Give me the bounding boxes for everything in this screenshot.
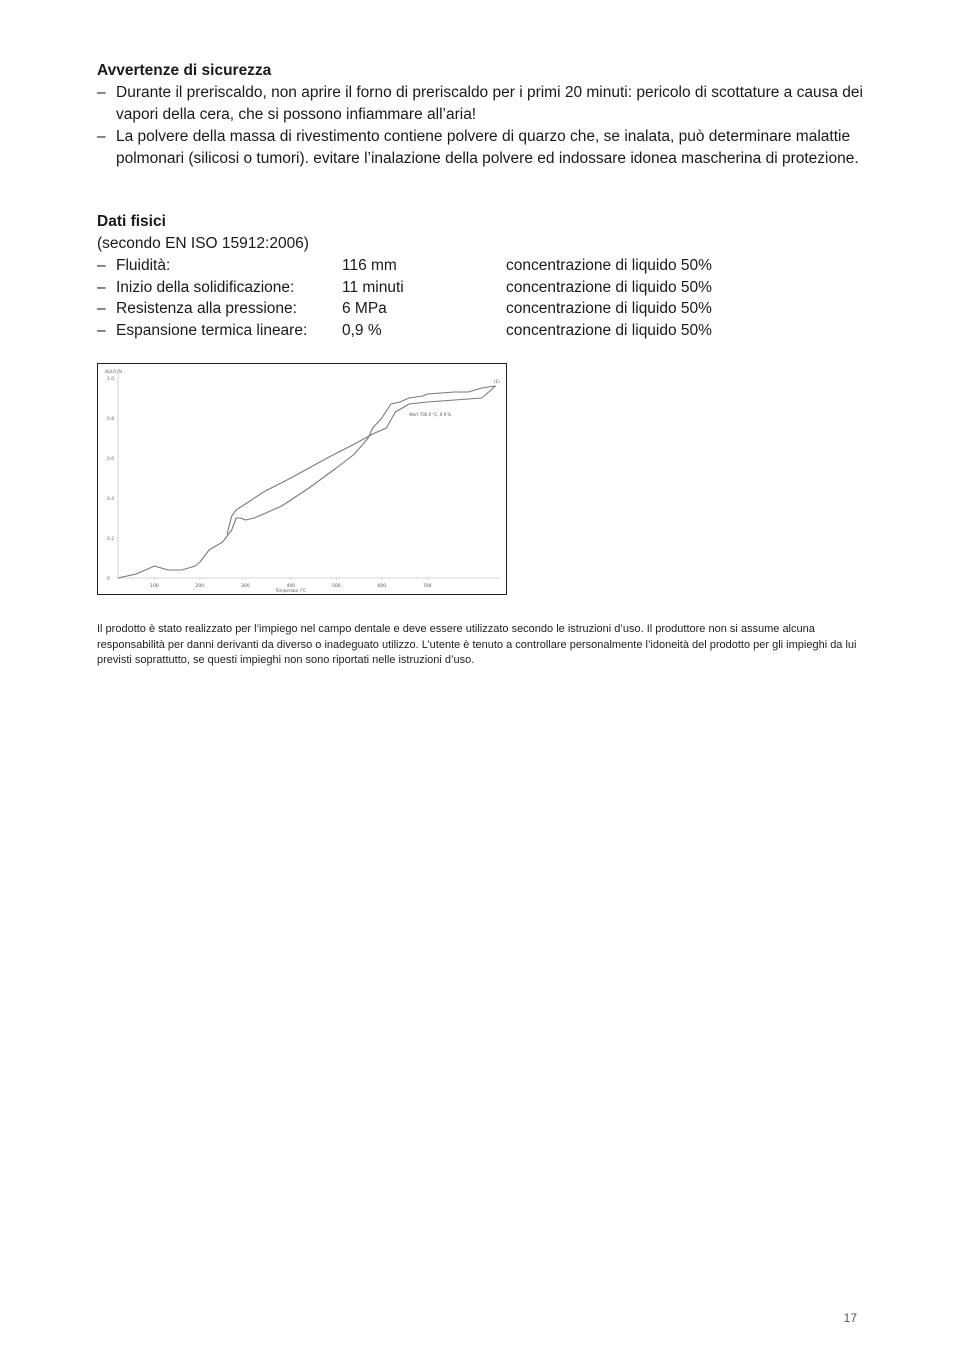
physical-data-standard: (secondo EN ISO 15912:2006)	[97, 235, 309, 252]
property-condition: concentrazione di liquido 50%	[506, 257, 712, 274]
safety-item-text: Durante il preriscaldo, non aprire il forno di preriscaldo per i primi 20 minuti: pericolo di scottature a causa dei vapori della cera, che si possono infiammare all’aria!	[116, 84, 863, 123]
x-axis-label: Temperatur /°C	[275, 588, 307, 593]
x-tick-label: 600	[377, 584, 387, 589]
chart-canvas	[98, 364, 506, 594]
y-tick-label: 0.8	[107, 417, 115, 422]
x-tick-label: 100	[150, 584, 159, 589]
bullet-dash: –	[97, 257, 106, 274]
x-tick-label: 700	[422, 584, 432, 589]
y-axis-label: dL/L0 /%	[105, 369, 123, 374]
property-row-fluidity	[97, 255, 797, 277]
y-tick-label: 0.6	[107, 457, 115, 462]
safety-item-2	[97, 126, 867, 170]
x-tick-label: 200	[195, 584, 205, 589]
page-number: 17	[843, 1311, 857, 1325]
y-tick-label: 0.4	[107, 497, 115, 502]
property-label: Espansione termica lineare:	[116, 322, 308, 339]
property-condition: concentrazione di liquido 50%	[506, 300, 712, 317]
property-value: 6 MPa	[342, 300, 387, 317]
bullet-dash: –	[97, 84, 106, 101]
property-row-compressive-strength	[97, 298, 797, 320]
property-condition: concentrazione di liquido 50%	[506, 322, 712, 339]
physical-data-title: Dati fisici	[97, 213, 166, 230]
bullet-dash: –	[97, 128, 106, 145]
disclaimer-text: Il prodotto è stato realizzato per l’impiego nel campo dentale e deve essere utilizzato secondo le istruzioni d’uso. Il produttore non si assume alcuna responsabilità per danni derivanti da diverso o inadeguato utilizzo. L’utente è tenuto a controllare personalmente l’idoneità del prodotto per gli impieghi da lui previsti soprattutto, se questi impieghi non sono riportati nelle istruzioni d’uso.	[97, 623, 857, 666]
property-value: 11 minuti	[342, 279, 404, 296]
y-tick-label: 1.0	[107, 377, 115, 382]
x-tick-label: 500	[331, 584, 341, 589]
safety-item-1	[97, 82, 867, 126]
bullet-dash: –	[97, 300, 106, 317]
property-condition: concentrazione di liquido 50%	[506, 279, 712, 296]
property-value: 116 mm	[342, 257, 397, 274]
property-label: Inizio della solidificazione:	[116, 279, 295, 296]
bullet-dash: –	[97, 322, 106, 339]
safety-title: Avvertenze di sicurezza	[97, 62, 272, 79]
y-tick-label: 0.2	[107, 537, 115, 542]
x-tick-label: 300	[241, 584, 250, 589]
property-value: 0,9 %	[342, 322, 382, 339]
thermal-expansion-chart	[97, 363, 507, 595]
chart-annotation: Wert 700.0 °C, 0.9 %	[409, 412, 452, 417]
property-row-thermal-expansion	[97, 320, 797, 342]
property-row-setting-time	[97, 277, 797, 299]
safety-item-text: La polvere della massa di rivestimento contiene polvere di quarzo che, se inalata, può determinare malattie polmonari (silicosi o tumori). evitare l’inalazione della polvere ed indossare idonea mascherina di protezione.	[116, 128, 859, 167]
x-tick-label: 400	[286, 584, 296, 589]
property-label: Fluidità:	[116, 257, 171, 274]
property-label: Resistenza alla pressione:	[116, 300, 297, 317]
y-tick-label: 0	[107, 577, 110, 582]
bullet-dash: –	[97, 279, 106, 296]
series-end-label: (1)	[493, 380, 500, 385]
